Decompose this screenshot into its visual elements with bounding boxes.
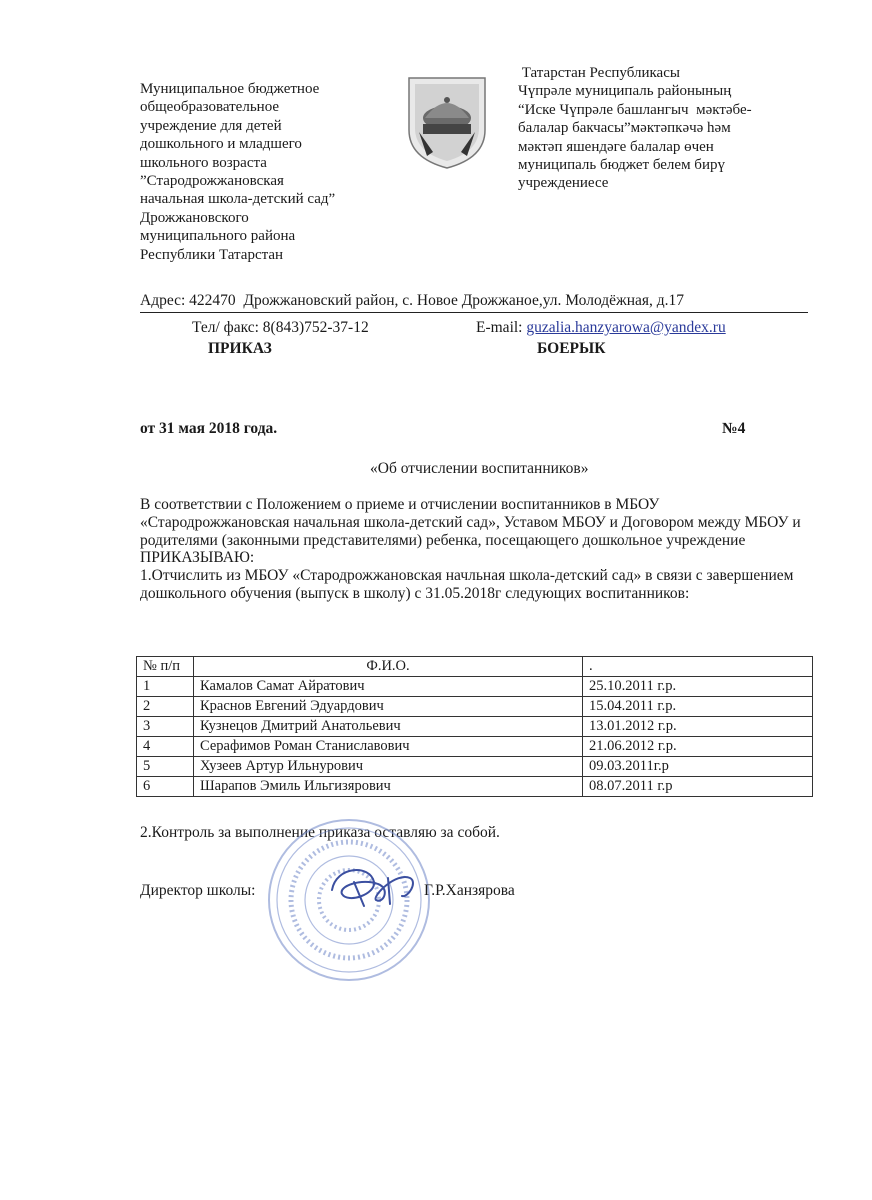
student-name: Кузнецов Дмитрий Анатольевич <box>194 717 583 737</box>
student-name: Хузеев Артур Ильнурович <box>194 757 583 777</box>
order-title-ru: ПРИКАЗ <box>208 340 272 357</box>
header-left-line: общеобразовательное <box>140 99 280 116</box>
address-line: Адрес: 422470 Дрожжановский район, с. Новое Дрожжаное,ул. Молодёжная, д.17 <box>140 292 685 309</box>
item-1-paragraph: 1.Отчислить из МБОУ «Стародрожжановская начльная школа-детский сад» в связи с завершением дошкольного обучения (выпуск в школу) с 31.05.2018г следующих воспитанников: <box>140 567 794 602</box>
order-title-tt: БОЕРЫК <box>537 340 606 357</box>
coat-of-arms-emblem <box>405 74 489 170</box>
header-right-line: Чүпрәле муниципаль районының <box>518 83 732 100</box>
header-right-line: Татарстан Республикасы <box>518 65 680 81</box>
row-number: 6 <box>137 777 194 797</box>
director-signature <box>318 860 430 916</box>
col-name-header: Ф.И.О. <box>194 657 583 677</box>
table-row <box>137 697 813 717</box>
table-row <box>137 737 813 757</box>
email-link[interactable]: guzalia.hanzyarowa@yandex.ru <box>526 319 726 336</box>
order-number: №4 <box>722 420 746 437</box>
header-right-block <box>518 64 752 193</box>
birth-date: 21.06.2012 г.р. <box>583 737 813 757</box>
header-right-line: муниципаль бюджет белем бирү <box>518 157 725 174</box>
item-2-paragraph: 2.Контроль за выполнение приказа оставляю за собой. <box>140 824 500 841</box>
header-left-line: начальная школа-детский сад” <box>140 191 336 208</box>
header-left-line: школьного возраста <box>140 154 267 171</box>
student-name: Камалов Самат Айратович <box>194 677 583 697</box>
header-right-line: мәктәп яшендәге балалар өчен <box>518 138 714 155</box>
command-line: ПРИКАЗЫВАЮ: <box>140 549 255 567</box>
email-block <box>476 319 726 337</box>
col-birthdate-header: . <box>583 657 813 677</box>
students-table <box>136 656 813 797</box>
header-left-line: ”Стародрожжановская <box>140 173 284 190</box>
row-number: 4 <box>137 737 194 757</box>
email-label: E-mail: <box>476 319 527 336</box>
col-number-header: № п/п <box>137 657 194 677</box>
order-subject: «Об отчислении воспитанников» <box>370 460 589 477</box>
table-header-row <box>137 657 813 677</box>
director-name: Г.Р.Ханзярова <box>424 882 515 899</box>
header-left-block <box>140 80 335 264</box>
preamble-paragraph: В соответствии с Положением о приеме и отчислении воспитанников в МБОУ «Стародрожжановская начальная школа-детский сад», Уставом МБОУ и Договором между МБОУ и родителями (законными представителями) ребенка, посещающего дошкольное учреждение <box>140 496 801 549</box>
header-divider <box>140 312 808 313</box>
student-name: Шарапов Эмиль Ильгизярович <box>194 777 583 797</box>
birth-date: 13.01.2012 г.р. <box>583 717 813 737</box>
header-left-line: учреждение для детей <box>140 117 282 134</box>
order-date: от 31 мая 2018 года. <box>140 420 278 437</box>
director-label: Директор школы: <box>140 882 256 899</box>
birth-date: 09.03.2011г.р <box>583 757 813 777</box>
header-left-line: Дрожжановского <box>140 209 249 226</box>
student-name: Краснов Евгений Эдуардович <box>194 697 583 717</box>
header-left-line: Республики Татарстан <box>140 246 284 263</box>
header-left-line: дошкольного и младшего <box>140 136 302 153</box>
birth-date: 15.04.2011 г.р. <box>583 697 813 717</box>
header-right-line: учреждениесе <box>518 175 609 192</box>
birth-date: 25.10.2011 г.р. <box>583 677 813 697</box>
header-left-line: Муниципальное бюджетное <box>140 81 320 97</box>
row-number: 2 <box>137 697 194 717</box>
row-number: 5 <box>137 757 194 777</box>
table-row <box>137 717 813 737</box>
table-row <box>137 777 813 797</box>
header-left-line: муниципального района <box>140 228 296 245</box>
birth-date: 08.07.2011 г.р <box>583 777 813 797</box>
order-body <box>140 496 810 603</box>
row-number: 3 <box>137 717 194 737</box>
table-row <box>137 677 813 697</box>
phone-fax: Тел/ факс: 8(843)752-37-12 <box>192 319 369 336</box>
header-right-line: “Иске Чүпрәле башлангыч мәктәбе- <box>518 101 752 118</box>
header-right-line: балалар бакчасы”мәктәпкәчә һәм <box>518 120 731 137</box>
row-number: 1 <box>137 677 194 697</box>
student-name: Серафимов Роман Станиславович <box>194 737 583 757</box>
table-row <box>137 757 813 777</box>
